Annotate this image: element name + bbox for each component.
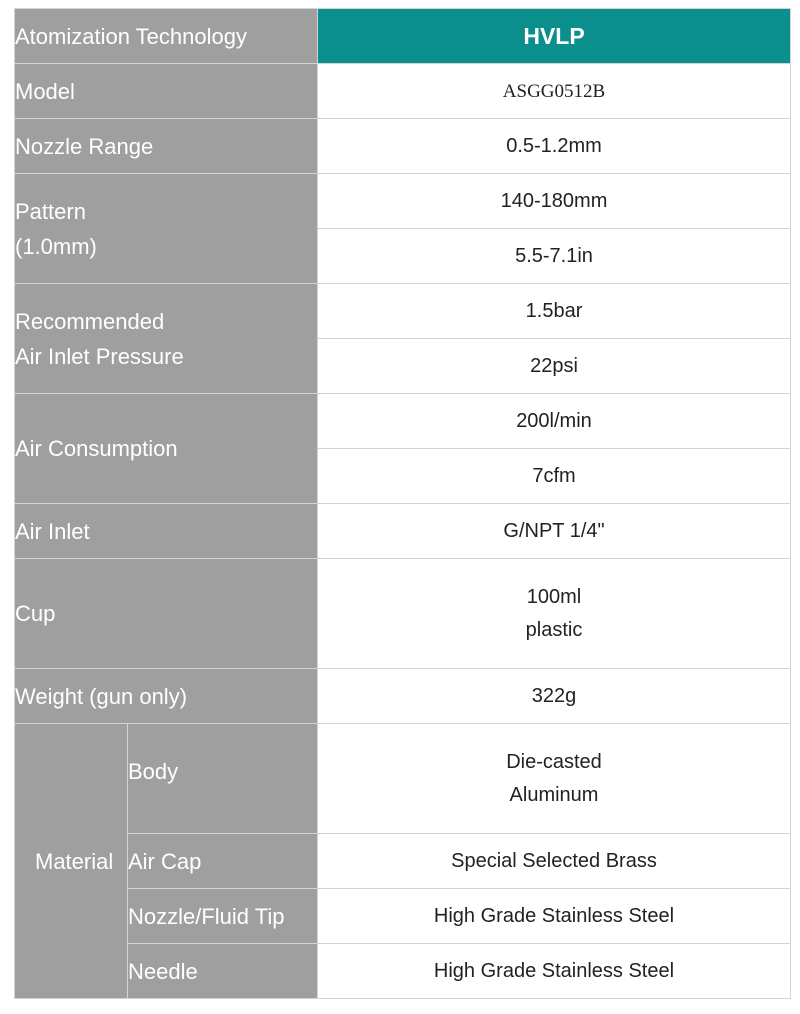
- value-nozzle-range: 0.5-1.2mm: [318, 119, 791, 174]
- spec-table: [14, 8, 791, 999]
- value-consumption-lmin: 200l/min: [318, 394, 791, 449]
- value-weight: 322g: [318, 669, 791, 724]
- row-material-air-cap: [15, 834, 791, 889]
- row-consumption-1: [15, 394, 791, 449]
- label-pressure-line2: Air Inlet Pressure: [15, 343, 184, 369]
- row-nozzle-range: [15, 119, 791, 174]
- row-cup: [15, 559, 791, 669]
- value-nozzle-tip: High Grade Stainless Steel: [318, 889, 791, 944]
- value-air-cap: Special Selected Brass: [318, 834, 791, 889]
- value-pattern-in: 5.5-7.1in: [318, 229, 791, 284]
- label-pattern-line2: (1.0mm): [15, 233, 97, 259]
- label-air-inlet: Air Inlet: [15, 504, 318, 559]
- row-weight: [15, 669, 791, 724]
- row-atomization: [15, 9, 791, 64]
- value-atomization: HVLP: [318, 9, 791, 64]
- label-needle: Needle: [128, 944, 318, 999]
- value-cup: [318, 559, 791, 669]
- label-pressure: [15, 284, 318, 394]
- label-air-cap: Air Cap: [128, 834, 318, 889]
- label-nozzle-range: Nozzle Range: [15, 119, 318, 174]
- label-weight: Weight (gun only): [15, 669, 318, 724]
- value-pressure-bar: 1.5bar: [318, 284, 791, 339]
- value-cup-line2: plastic: [525, 618, 583, 641]
- label-pattern-line1: Pattern: [15, 198, 86, 224]
- value-cup-line1: 100ml: [526, 585, 582, 608]
- row-air-inlet: [15, 504, 791, 559]
- value-air-inlet: G/NPT 1/4": [318, 504, 791, 559]
- label-cup: Cup: [15, 559, 318, 669]
- value-pattern-mm: 140-180mm: [318, 174, 791, 229]
- row-pattern-1: [15, 174, 791, 229]
- label-pattern: [15, 174, 318, 284]
- label-pressure-line1: Recommended: [15, 308, 165, 334]
- value-pressure-psi: 22psi: [318, 339, 791, 394]
- label-model: Model: [15, 64, 318, 119]
- label-atomization: Atomization Technology: [15, 9, 318, 64]
- value-body: [318, 724, 791, 834]
- row-material-body: [15, 724, 791, 834]
- label-body: Body: [128, 724, 318, 834]
- value-body-line2: Aluminum: [509, 783, 599, 806]
- value-consumption-cfm: 7cfm: [318, 449, 791, 504]
- value-needle: High Grade Stainless Steel: [318, 944, 791, 999]
- label-nozzle-tip: Nozzle/Fluid Tip: [128, 889, 318, 944]
- label-material: Material: [15, 724, 128, 999]
- row-model: [15, 64, 791, 119]
- row-pressure-1: [15, 284, 791, 339]
- row-material-nozzle: [15, 889, 791, 944]
- label-consumption: Air Consumption: [15, 394, 318, 504]
- value-body-line1: Die-casted: [506, 750, 602, 773]
- row-material-needle: [15, 944, 791, 999]
- value-model: ASGG0512B: [318, 64, 791, 119]
